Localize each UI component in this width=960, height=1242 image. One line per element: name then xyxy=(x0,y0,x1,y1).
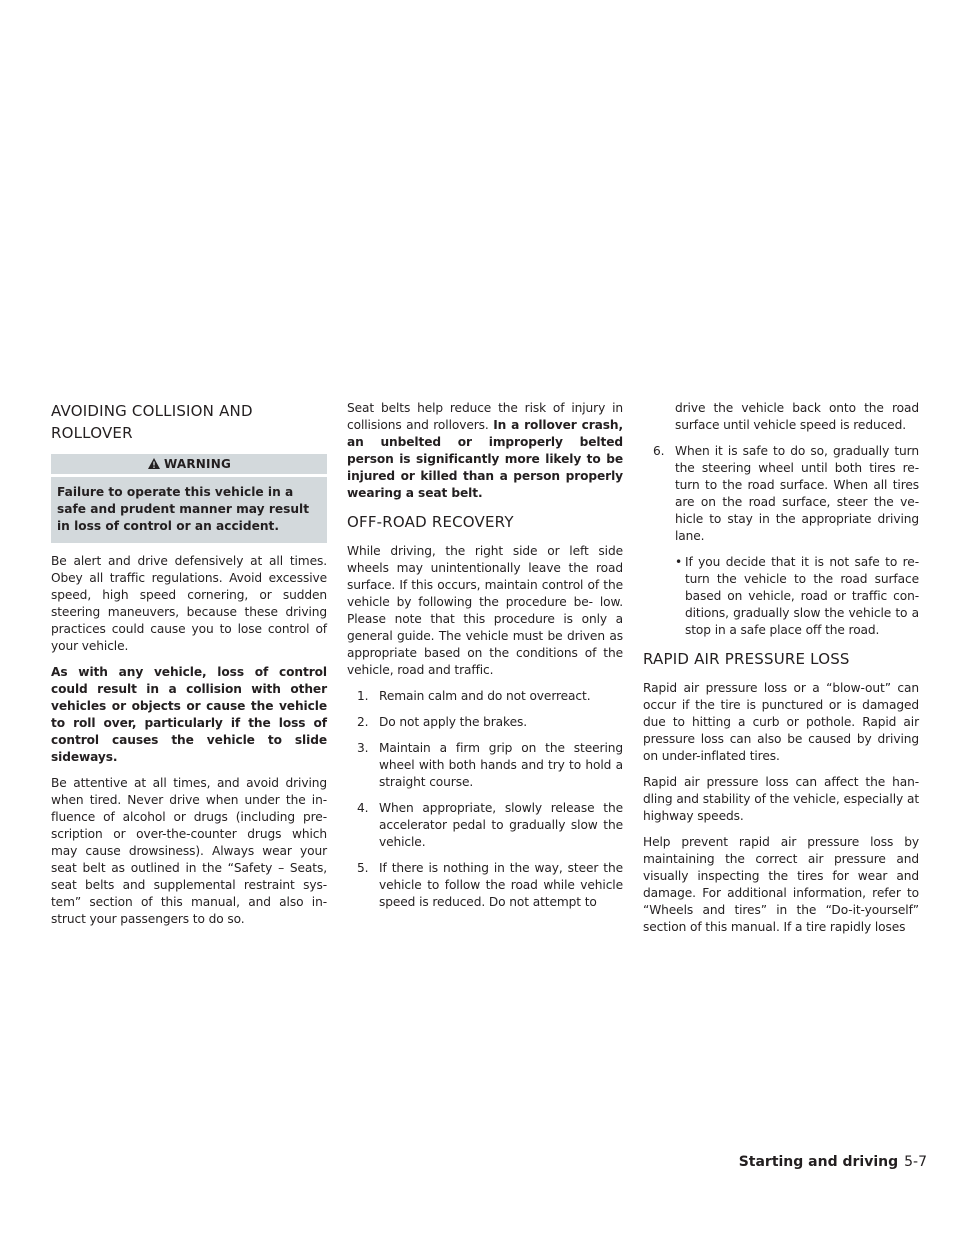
warning-header xyxy=(51,454,327,474)
bullet-item xyxy=(643,554,919,639)
step-number: 1. xyxy=(357,689,369,703)
step-number: 2. xyxy=(357,715,369,729)
title-line-1: AVOIDING COLLISION AND xyxy=(51,402,253,420)
step-number: 5. xyxy=(357,861,369,875)
paragraph: Help prevent rapid air pressure loss by maintaining the correct air pressure and visually inspecting the tires for wear and damage. For additional information, refer to “Wheels and tires” in the “Do-it-yourself” section of this manual. If a tire rapidly loses xyxy=(643,835,919,934)
column-3 xyxy=(643,400,919,945)
paragraph: While driving, the right side or left side wheels may unintentionally leave the road surface. If this occurs, maintain control of the vehicle by following the procedure be- low. Please note that this procedure is only a general guide. The vehicle must be driven as appropriate based on the conditions of the vehicle, road and traffic. xyxy=(347,544,623,677)
title-line-2: ROLLOVER xyxy=(51,424,133,442)
bullet-text: If you decide that it is not safe to re- turn the vehicle to the road surface based on vehicle, road or traffic con- ditions, gradually slow the vehicle to a stop in a safe place off the road. xyxy=(685,555,919,637)
list-item xyxy=(347,688,623,705)
warning-text: Failure to operate this vehicle in a safe and prudent manner may result in loss of control or an accident. xyxy=(51,477,327,543)
step-text: Do not apply the brakes. xyxy=(379,715,527,729)
paragraph: Rapid air pressure loss can affect the han- dling and stability of the vehicle, especially at highway speeds. xyxy=(643,775,919,823)
section-title-offroad: OFF-ROAD RECOVERY xyxy=(347,513,514,531)
step-text: Remain calm and do not overreact. xyxy=(379,689,591,703)
bold-text: In a rollover crash, an unbelted or improperly belted person is significantly more likely to be injured or killed than a person properly wearing a seat belt. xyxy=(347,418,623,500)
list-item xyxy=(347,740,623,791)
step-text: When it is safe to do so, gradually turn the steering wheel until both tires re- turn to the road surface. When all tires are on the road surface, steer the ve- hicle to stay in the appropriate driving lane. xyxy=(675,444,919,543)
step-text: When appropriate, slowly release the accelerator pedal to gradually slow the vehicle. xyxy=(379,801,623,849)
step-number: 4. xyxy=(357,801,369,815)
paragraph: Rapid air pressure loss or a “blow-out” can occur if the tire is punctured or is damaged due to hitting a curb or pothole. Rapid air pressure loss can also be caused by driving on under-inflated tires. xyxy=(643,681,919,763)
page-footer xyxy=(739,1154,927,1170)
step-number: 3. xyxy=(357,741,369,755)
paragraph xyxy=(347,400,623,502)
footer-section-name: Starting and driving xyxy=(738,1154,899,1170)
section-title-air-pressure: RAPID AIR PRESSURE LOSS xyxy=(643,650,850,668)
column-1 xyxy=(51,400,327,937)
list-item xyxy=(643,443,919,545)
text: Seat belts help reduce the risk of injury in collisions and rollovers. xyxy=(347,401,623,432)
column-2 xyxy=(347,400,623,920)
warning-label: WARNING xyxy=(163,457,232,471)
step-number: 6. xyxy=(653,444,665,458)
bold-text: As with any vehicle, loss of control could result in a collision with other vehicles or objects or cause the vehicle to roll over, particularly if the loss of control causes the vehicle to slide sideways. xyxy=(51,665,327,764)
paragraph: Be alert and drive defensively at all times. Obey all traffic regulations. Avoid excessive speed, high speed cornering, or sudden steering maneuvers, because these driving practices could cause you to lose control of your vehicle. xyxy=(51,554,327,653)
list-item xyxy=(347,860,623,911)
bullet-mark: • xyxy=(675,555,683,569)
step-text: Maintain a firm grip on the steering wheel with both hands and try to hold a straight course. xyxy=(379,741,623,789)
warning-triangle-icon xyxy=(147,457,161,470)
list-item xyxy=(347,714,623,731)
step-continuation: drive the vehicle back onto the road surface until vehicle speed is reduced. xyxy=(675,401,919,432)
page-number: 5-7 xyxy=(904,1154,927,1170)
step-text: If there is nothing in the way, steer the vehicle to follow the road while vehicle speed is reduced. Do not attempt to xyxy=(379,861,623,909)
paragraph-bold xyxy=(51,664,327,766)
section-title-collision xyxy=(51,400,327,444)
list-item xyxy=(347,800,623,851)
paragraph: Be attentive at all times, and avoid driving when tired. Never drive when under the in- fluence of alcohol or drugs (including pre- scription or over-the-counter drugs which may cause drowsiness). Always wear your seat belt as outlined in the “Safety – Seats, seat belts and supplemental restraint sys- tem” section of this manual, and also in- struct your passengers to do so. xyxy=(51,776,327,926)
